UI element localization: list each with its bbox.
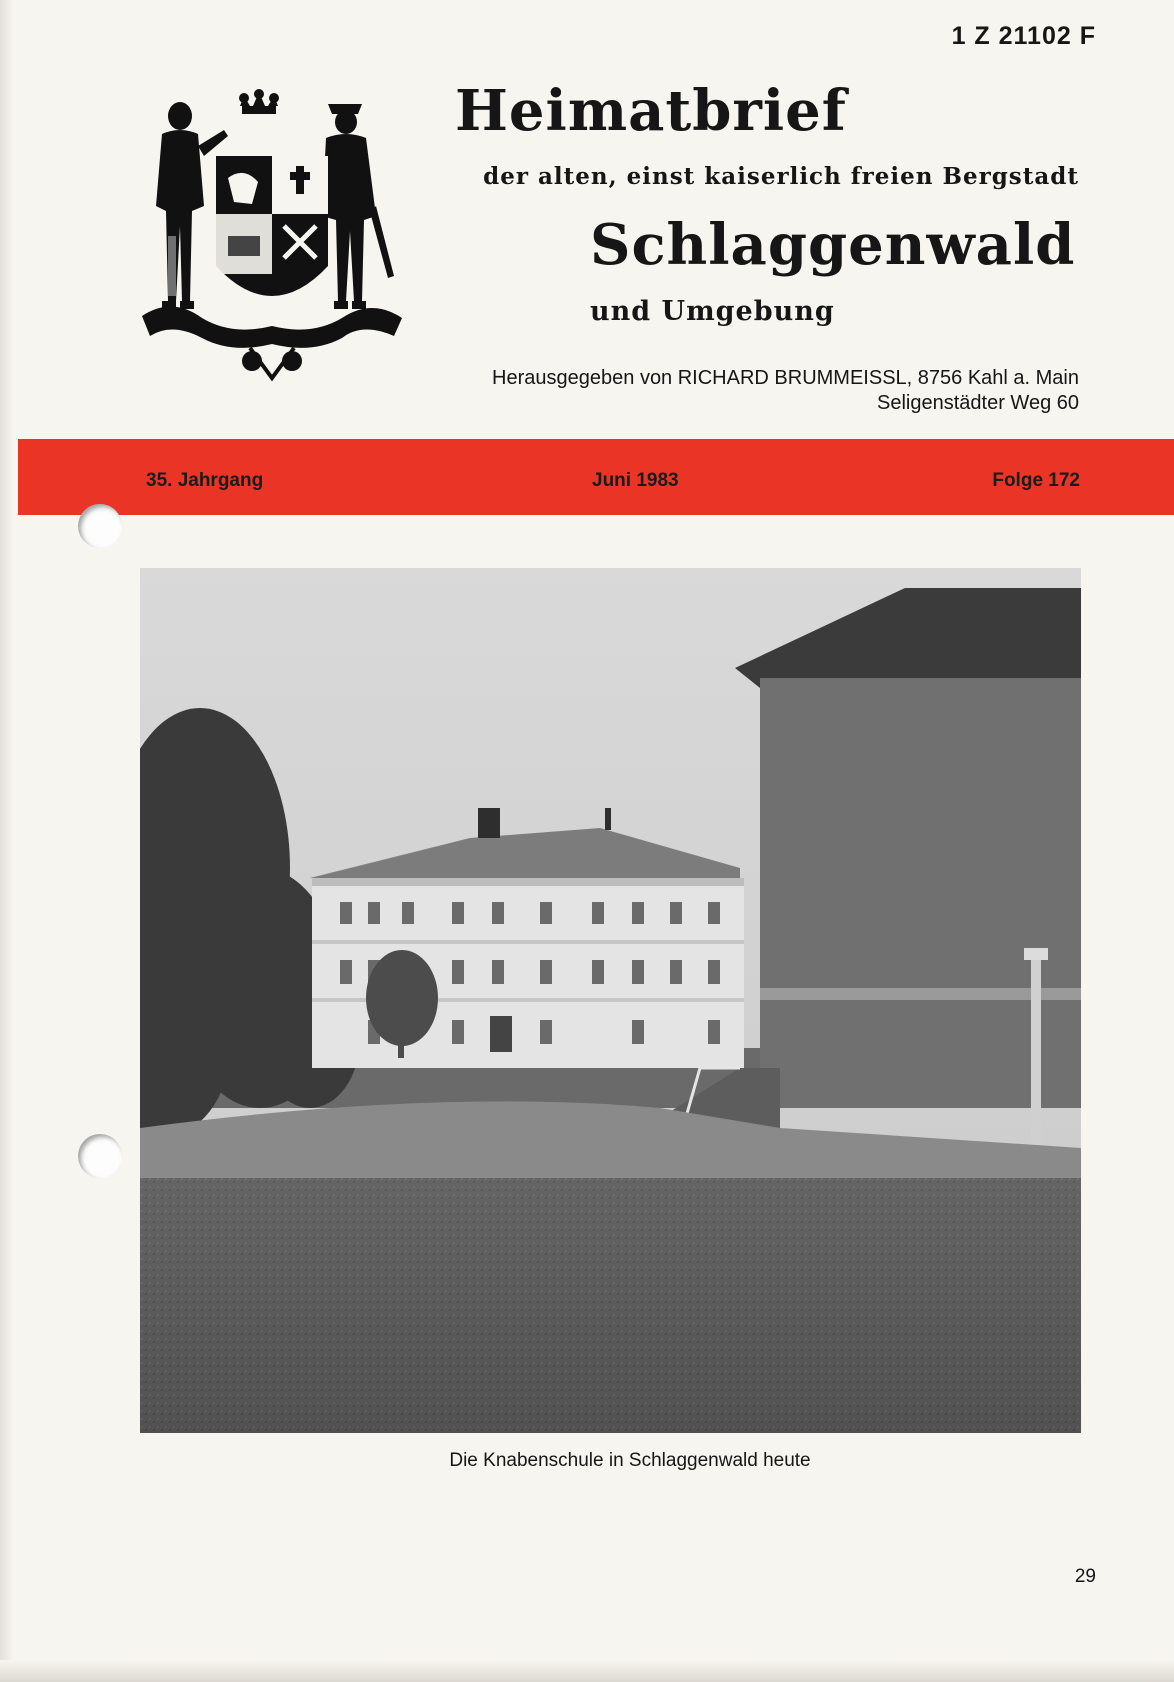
- shield-icon: [216, 156, 328, 296]
- paper-edge-left: [0, 0, 14, 1682]
- school-photo: [140, 568, 1081, 1433]
- photo-caption: Die Knabenschule in Schlaggenwald heute: [449, 1450, 811, 1471]
- region-subtitle: und Umgebung: [590, 296, 835, 327]
- paper-edge-bottom: [0, 1660, 1174, 1682]
- publisher-info: [492, 366, 1079, 416]
- foreground-building: [735, 588, 1081, 1108]
- issue-number: Folge 172: [992, 470, 1080, 491]
- crown-icon: [239, 89, 279, 114]
- miner-figure-right: [322, 104, 394, 309]
- punch-hole-top: [78, 504, 122, 548]
- volume-label: 35. Jahrgang: [146, 470, 264, 491]
- publisher-name: Herausgegeben von RICHARD BRUMMEISSL, 8756 Kahl a. Main: [492, 367, 1079, 389]
- coat-of-arms-icon: [132, 86, 412, 386]
- publisher-address: Seligenstädter Weg 60: [877, 392, 1079, 414]
- catalog-number: 1 Z 21102 F: [951, 22, 1096, 50]
- issue-date: Juni 1983: [592, 470, 679, 491]
- newsletter-title: Heimatbrief: [455, 78, 847, 144]
- town-name: Schlaggenwald: [590, 212, 1076, 278]
- page-number: 29: [1074, 1566, 1096, 1587]
- newsletter-subtitle: der alten, einst kaiserlich freien Bergstadt: [483, 163, 1079, 190]
- foliage-ornament: [142, 306, 402, 378]
- punch-hole-bottom: [78, 1134, 122, 1178]
